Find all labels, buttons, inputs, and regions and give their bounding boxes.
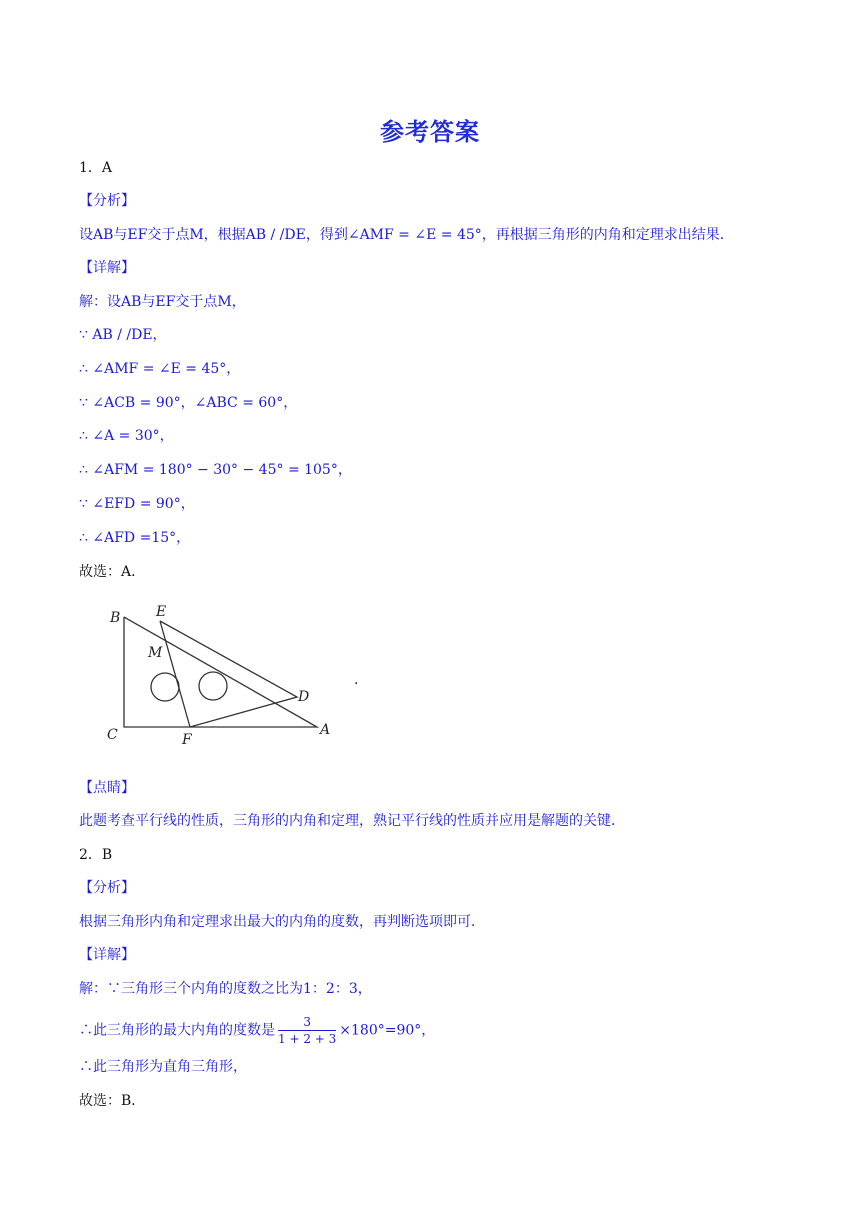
- q2-analysis-tag: 【分析】: [79, 880, 135, 896]
- q2-step-3: ∴此三角形为直角三角形，: [79, 1059, 247, 1075]
- label-b: B: [110, 610, 121, 626]
- geometry-figure: [102, 600, 342, 750]
- q1-analysis-tag: 【分析】: [79, 193, 135, 209]
- triangle-efd: [160, 621, 297, 727]
- q2-answer: 2．B: [79, 847, 113, 863]
- q1-step-6: ∴ ∠AFM = 180° − 30° − 45° = 105°，: [79, 462, 352, 478]
- q1-step-8: ∴ ∠AFD =15°，: [79, 530, 191, 546]
- q2-step-2-prefix: ∴此三角形的最大内角的度数是: [79, 1022, 275, 1039]
- label-f: F: [182, 732, 192, 748]
- q1-detail-tag: 【详解】: [79, 260, 135, 276]
- circle-right: [199, 672, 227, 700]
- q1-comment-tag: 【点睛】: [79, 780, 135, 796]
- label-m: M: [148, 645, 163, 661]
- label-c: C: [107, 727, 118, 743]
- figure-trailing-period: .: [354, 672, 359, 688]
- q1-step-4: ∵ ∠ACB = 90°，∠ABC = 60°，: [79, 395, 298, 411]
- circle-left: [151, 673, 179, 701]
- q2-detail-tag: 【详解】: [79, 947, 135, 963]
- q2-analysis-text: 根据三角形内角和定理求出最大的内角的度数，再判断选项即可．: [79, 914, 485, 930]
- q2-step-2: [79, 1014, 435, 1047]
- q1-comment-text: 此题考查平行线的性质，三角形的内角和定理，熟记平行线的性质并应用是解题的关键．: [79, 813, 625, 829]
- fraction-numerator: 3: [278, 1014, 336, 1031]
- label-d: D: [298, 689, 310, 705]
- q2-step-1: 解：∵三角形三个内角的度数之比为1：2：3，: [79, 981, 372, 997]
- q1-step-5: ∴ ∠A = 30°，: [79, 428, 174, 444]
- page-title: 参考答案: [380, 118, 480, 146]
- q1-analysis-text: 设AB与EF交于点M，根据AB / /DE，得到∠AMF = ∠E = 45°，再根据三角形的内角和定理求出结果．: [79, 227, 734, 243]
- label-e: E: [156, 604, 167, 620]
- q2-step-2-suffix: ×180°=90°，: [339, 1022, 436, 1039]
- q1-step-1: 解：设AB与EF交于点M，: [79, 294, 246, 310]
- q1-step-7: ∵ ∠EFD = 90°，: [79, 496, 195, 512]
- q1-step-3: ∴ ∠AMF = ∠E = 45°，: [79, 361, 241, 377]
- triangle-abc: [124, 617, 317, 727]
- fraction: [278, 1014, 336, 1047]
- q2-conclusion: 故选：B．: [79, 1093, 146, 1109]
- fraction-denominator: 1 + 2 + 3: [278, 1032, 337, 1046]
- q1-step-2: ∵ AB / /DE，: [79, 327, 167, 343]
- q1-conclusion: 故选：A．: [79, 564, 146, 580]
- q1-answer: 1．A: [79, 160, 113, 176]
- label-a: A: [320, 722, 331, 738]
